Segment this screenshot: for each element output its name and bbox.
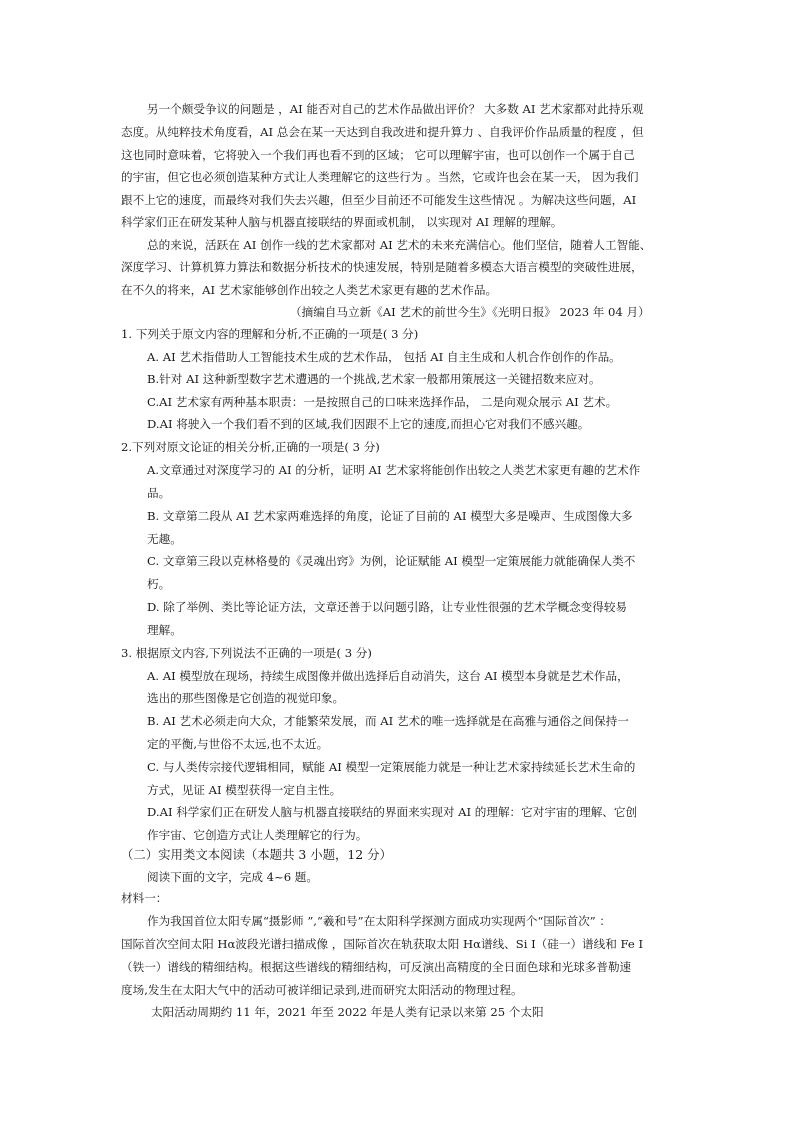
question-3-option-d-cont: 作宇宙、它创造方式让人类理解它的行为。: [147, 828, 368, 842]
paragraph-1-line: 另一个颇受争议的问题是 ，AI 能否对自己的艺术作品做出评价？ 大多数 AI 艺术家都对此持乐观: [147, 102, 644, 116]
material-line: 国际首次空间太阳 Hα波段光谱扫描成像 ，国际首次在轨获取太阳 Hα谱线、Si Ⅰ（硅一）谱线和 Fe Ⅰ: [121, 937, 644, 951]
question-3-option-d: D.AI 科学家们正在研发人脑与机器直接联结的界面来实现对 AI 的理解：它对宇宙的理解、它创: [147, 805, 638, 819]
material-label: 材料一：: [121, 891, 168, 905]
question-1-option-b: B.针对 AI 这种新型数字艺术遭遇的一个挑战,艺术家一般都用策展这一关键招数来应对。: [147, 372, 601, 386]
question-2-option-a: A.文章通过对深度学习的 AI 的分析，证明 AI 艺术家将能创作出较之人类艺术家更有趣的艺术作: [147, 463, 641, 477]
material-line: 太阳活动周期约 11 年，2021 年至 2022 年是人类有记录以来第 25 个太阳: [151, 1005, 544, 1019]
question-3-option-b-cont: 定的平衡,与世俗不太远,也不太近。: [147, 737, 329, 751]
question-2-option-d: D. 除了举例、类比等论证方法，文章还善于以问题引路，让专业性很强的艺术学概念变得较易: [147, 600, 628, 614]
question-1-option-c: C.AI 艺术家有两种基本职责：一是按照自己的口味来选择作品， 二是向观众展示 AI 艺术。: [147, 395, 618, 409]
paragraph-1-line: 的宇宙，但它也必须创造某种方式让人类理解它的这些行为 。当然，它或许也会在某一天， 因为我们: [121, 170, 639, 184]
material-line: 度场,发生在太阳大气中的活动可被详细记录到,进而研究太阳活动的物理过程。: [121, 983, 523, 997]
question-3-option-a: A. AI 模型放在现场，持续生成图像并做出选择后自动消失，这台 AI 模型本身就是艺术作品，: [147, 669, 629, 683]
question-1-stem: 1. 下列关于原文内容的理解和分析,不正确的一项是( 3 分): [121, 327, 419, 341]
paragraph-2-line: 总的来说，活跃在 AI 创作一线的艺术家都对 AI 艺术的未来充满信心。他们坚信，随着人工智能、: [147, 238, 652, 252]
question-1-option-d: D.AI 将驶入一个我们看不到的区域,我们因跟不上它的速度,而担心它对我们不感兴趣。: [147, 417, 590, 431]
question-2-option-b: B. 文章第二段从 AI 艺术家两难选择的角度，论证了目前的 AI 模型大多是噪声、生成图像大多: [147, 509, 633, 523]
question-2-option-c-cont: 朽。: [147, 577, 171, 591]
question-3-stem: 3. 根据原文内容,下列说法不正确的一项是( 3 分): [121, 646, 372, 660]
question-2-option-b-cont: 无趣。: [147, 532, 182, 546]
paragraph-2-line: 深度学习、计算机算力算法和数据分析技术的快速发展，特别是随着多模态大语言模型的突破性进展，: [121, 260, 643, 274]
question-3-option-c: C. 与人类传宗接代逻辑相同，赋能 AI 模型一定策展能力就是一种让艺术家持续延长艺术生命的: [147, 760, 636, 774]
paragraph-1-line: 态度。从纯粹技术角度看，AI 总会在某一天达到自我改进和提升算力 、自我评价作品质量的程度 ，但: [121, 125, 644, 139]
question-3-option-c-cont: 方式，见证 AI 模型获得一定自主性。: [147, 783, 342, 797]
question-2-stem: 2.下列对原文论证的相关分析,正确的一项是( 3 分): [121, 440, 380, 454]
question-3-option-b: B. AI 艺术必须走向大众，才能繁荣发展，而 AI 艺术的唯一选择就是在高雅与通俗之间保持一: [147, 714, 629, 728]
source-citation: （摘编自马立新《AI 艺术的前世今生》《光明日报》 2023 年 04 月）: [290, 305, 650, 319]
material-line: （铁一）谱线的精细结构。根据这些谱线的精细结构，可反演出高精度的全日面色球和光球多普勒速: [121, 960, 632, 974]
paragraph-1-line: 跟不上它的速度，而最终对我们失去兴趣，但至少目前还不可能发生这些情况 。为解决这些问题，AI: [121, 193, 637, 207]
paragraph-2-line: 在不久的将来，AI 艺术家能够创作出较之人类艺术家更有趣的艺术作品。: [121, 283, 498, 297]
question-2-option-d-cont: 理解。: [147, 623, 182, 637]
question-3-option-a-cont: 选出的那些图像是它创造的视觉印象。: [147, 691, 345, 705]
question-2-option-c: C. 文章第三段以克林格曼的《灵魂出窍》为例，论证赋能 AI 模型一定策展能力就能确保人类不: [147, 554, 636, 568]
question-1-option-a: A. AI 艺术指借助人工智能技术生成的艺术作品， 包括 AI 自主生成和人机合作创作的作品。: [147, 350, 621, 364]
section-heading: （二）实用类文本阅读（本题共 3 小题，12 分）: [121, 847, 392, 862]
material-line: 作为我国首位太阳专属“摄影师 ”,“羲和号”在太阳科学探测方面成功实现两个“国际首次” ：: [147, 914, 611, 928]
section-instruction: 阅读下面的文字，完成 4~6 题。: [147, 870, 318, 884]
paragraph-1-line: 这也同时意味着，它将驶入一个我们再也看不到的区域； 它可以理解宇宙，也可以创作一个属于自己: [121, 148, 635, 162]
paragraph-1-line: 科学家们正在研发某种人脑与机器直接联结的界面或机制， 以实现对 AI 理解的理解。: [121, 215, 563, 229]
question-2-option-a-cont: 品。: [147, 486, 171, 500]
